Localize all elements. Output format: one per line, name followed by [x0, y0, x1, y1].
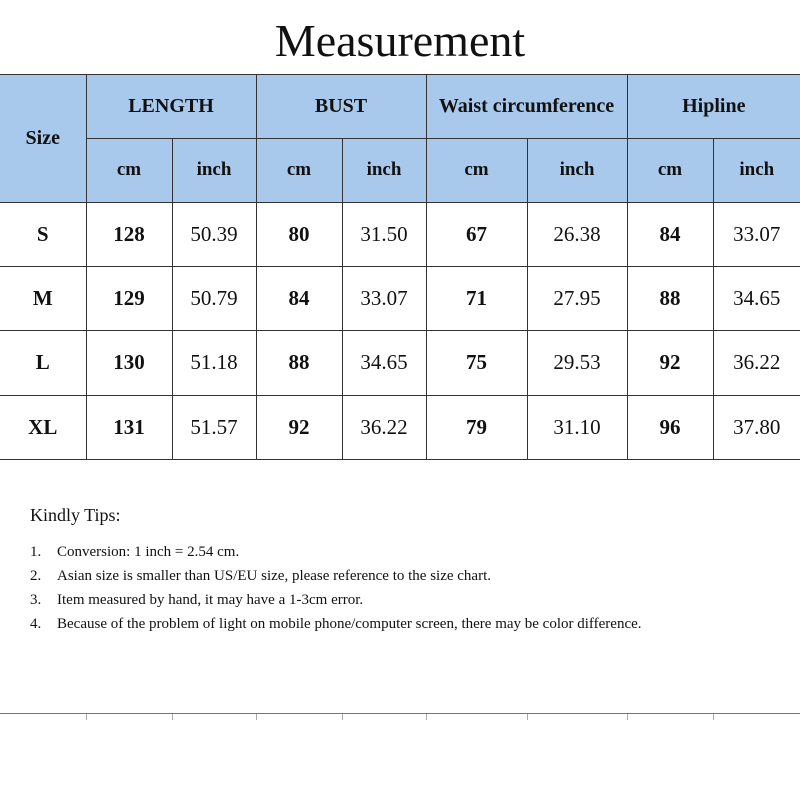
- value-cell: 36.22: [713, 331, 800, 395]
- value-cell: 50.39: [172, 202, 256, 266]
- value-cell: 84: [627, 202, 713, 266]
- length-header: LENGTH: [86, 75, 256, 139]
- unit-header: cm: [86, 139, 172, 202]
- value-cell: 96: [627, 395, 713, 459]
- value-cell: 84: [256, 266, 342, 330]
- divider-tick: [86, 714, 87, 720]
- hipline-header: Hipline: [627, 75, 800, 139]
- tip-item: [30, 612, 697, 636]
- size-cell: L: [0, 331, 86, 395]
- size-column-header: Size: [0, 75, 86, 203]
- tip-item: [30, 588, 770, 612]
- tips-list: [30, 540, 770, 636]
- tip-number: 3.: [30, 592, 42, 608]
- divider-tick: [426, 714, 427, 720]
- tip-text: Item measured by hand, it may have a 1-3cm error.: [57, 592, 364, 608]
- waist-header: Waist circumference: [426, 75, 627, 139]
- divider-tick: [342, 714, 343, 720]
- divider-tick: [713, 714, 714, 720]
- divider-tick: [527, 714, 528, 720]
- table-row: [0, 395, 800, 459]
- tip-text: Asian size is smaller than US/EU size, please reference to the size chart.: [57, 568, 491, 584]
- value-cell: 129: [86, 266, 172, 330]
- value-cell: 31.10: [527, 395, 627, 459]
- tip-item: [30, 540, 770, 564]
- value-cell: 88: [256, 331, 342, 395]
- kindly-tips: [30, 505, 770, 636]
- value-cell: 36.22: [342, 395, 426, 459]
- unit-header: inch: [342, 139, 426, 202]
- value-cell: 33.07: [342, 266, 426, 330]
- value-cell: 51.57: [172, 395, 256, 459]
- size-cell: XL: [0, 395, 86, 459]
- bottom-divider: [0, 713, 800, 714]
- unit-header: inch: [172, 139, 256, 202]
- value-cell: 34.65: [713, 266, 800, 330]
- unit-header: cm: [627, 139, 713, 202]
- value-cell: 92: [627, 331, 713, 395]
- value-cell: 79: [426, 395, 527, 459]
- table-row: [0, 266, 800, 330]
- value-cell: 37.80: [713, 395, 800, 459]
- value-cell: 80: [256, 202, 342, 266]
- tips-heading: Kindly Tips:: [30, 505, 121, 525]
- tip-item: [30, 564, 770, 588]
- bust-header: BUST: [256, 75, 426, 139]
- page-title: Measurement: [274, 15, 526, 66]
- divider-tick: [256, 714, 257, 720]
- value-cell: 88: [627, 266, 713, 330]
- value-cell: 71: [426, 266, 527, 330]
- size-cell: M: [0, 266, 86, 330]
- value-cell: 34.65: [342, 331, 426, 395]
- value-cell: 29.53: [527, 331, 627, 395]
- unit-header: inch: [713, 139, 800, 202]
- value-cell: 27.95: [527, 266, 627, 330]
- value-cell: 50.79: [172, 266, 256, 330]
- table-row: [0, 202, 800, 266]
- tip-number: 4.: [30, 616, 42, 632]
- tip-number: 2.: [30, 568, 42, 584]
- value-cell: 130: [86, 331, 172, 395]
- value-cell: 31.50: [342, 202, 426, 266]
- value-cell: 131: [86, 395, 172, 459]
- divider-tick: [172, 714, 173, 720]
- unit-header: cm: [256, 139, 342, 202]
- tip-number: 1.: [30, 544, 42, 560]
- size-cell: S: [0, 202, 86, 266]
- size-chart-table: [0, 74, 800, 460]
- unit-header: cm: [426, 139, 527, 202]
- value-cell: 26.38: [527, 202, 627, 266]
- tip-text: Because of the problem of light on mobile phone/computer screen, there may be color difference.: [57, 616, 642, 632]
- tip-text: Conversion: 1 inch = 2.54 cm.: [57, 544, 240, 560]
- value-cell: 51.18: [172, 331, 256, 395]
- unit-header: inch: [527, 139, 627, 202]
- value-cell: 92: [256, 395, 342, 459]
- value-cell: 128: [86, 202, 172, 266]
- value-cell: 75: [426, 331, 527, 395]
- divider-tick: [627, 714, 628, 720]
- value-cell: 33.07: [713, 202, 800, 266]
- value-cell: 67: [426, 202, 527, 266]
- table-row: [0, 331, 800, 395]
